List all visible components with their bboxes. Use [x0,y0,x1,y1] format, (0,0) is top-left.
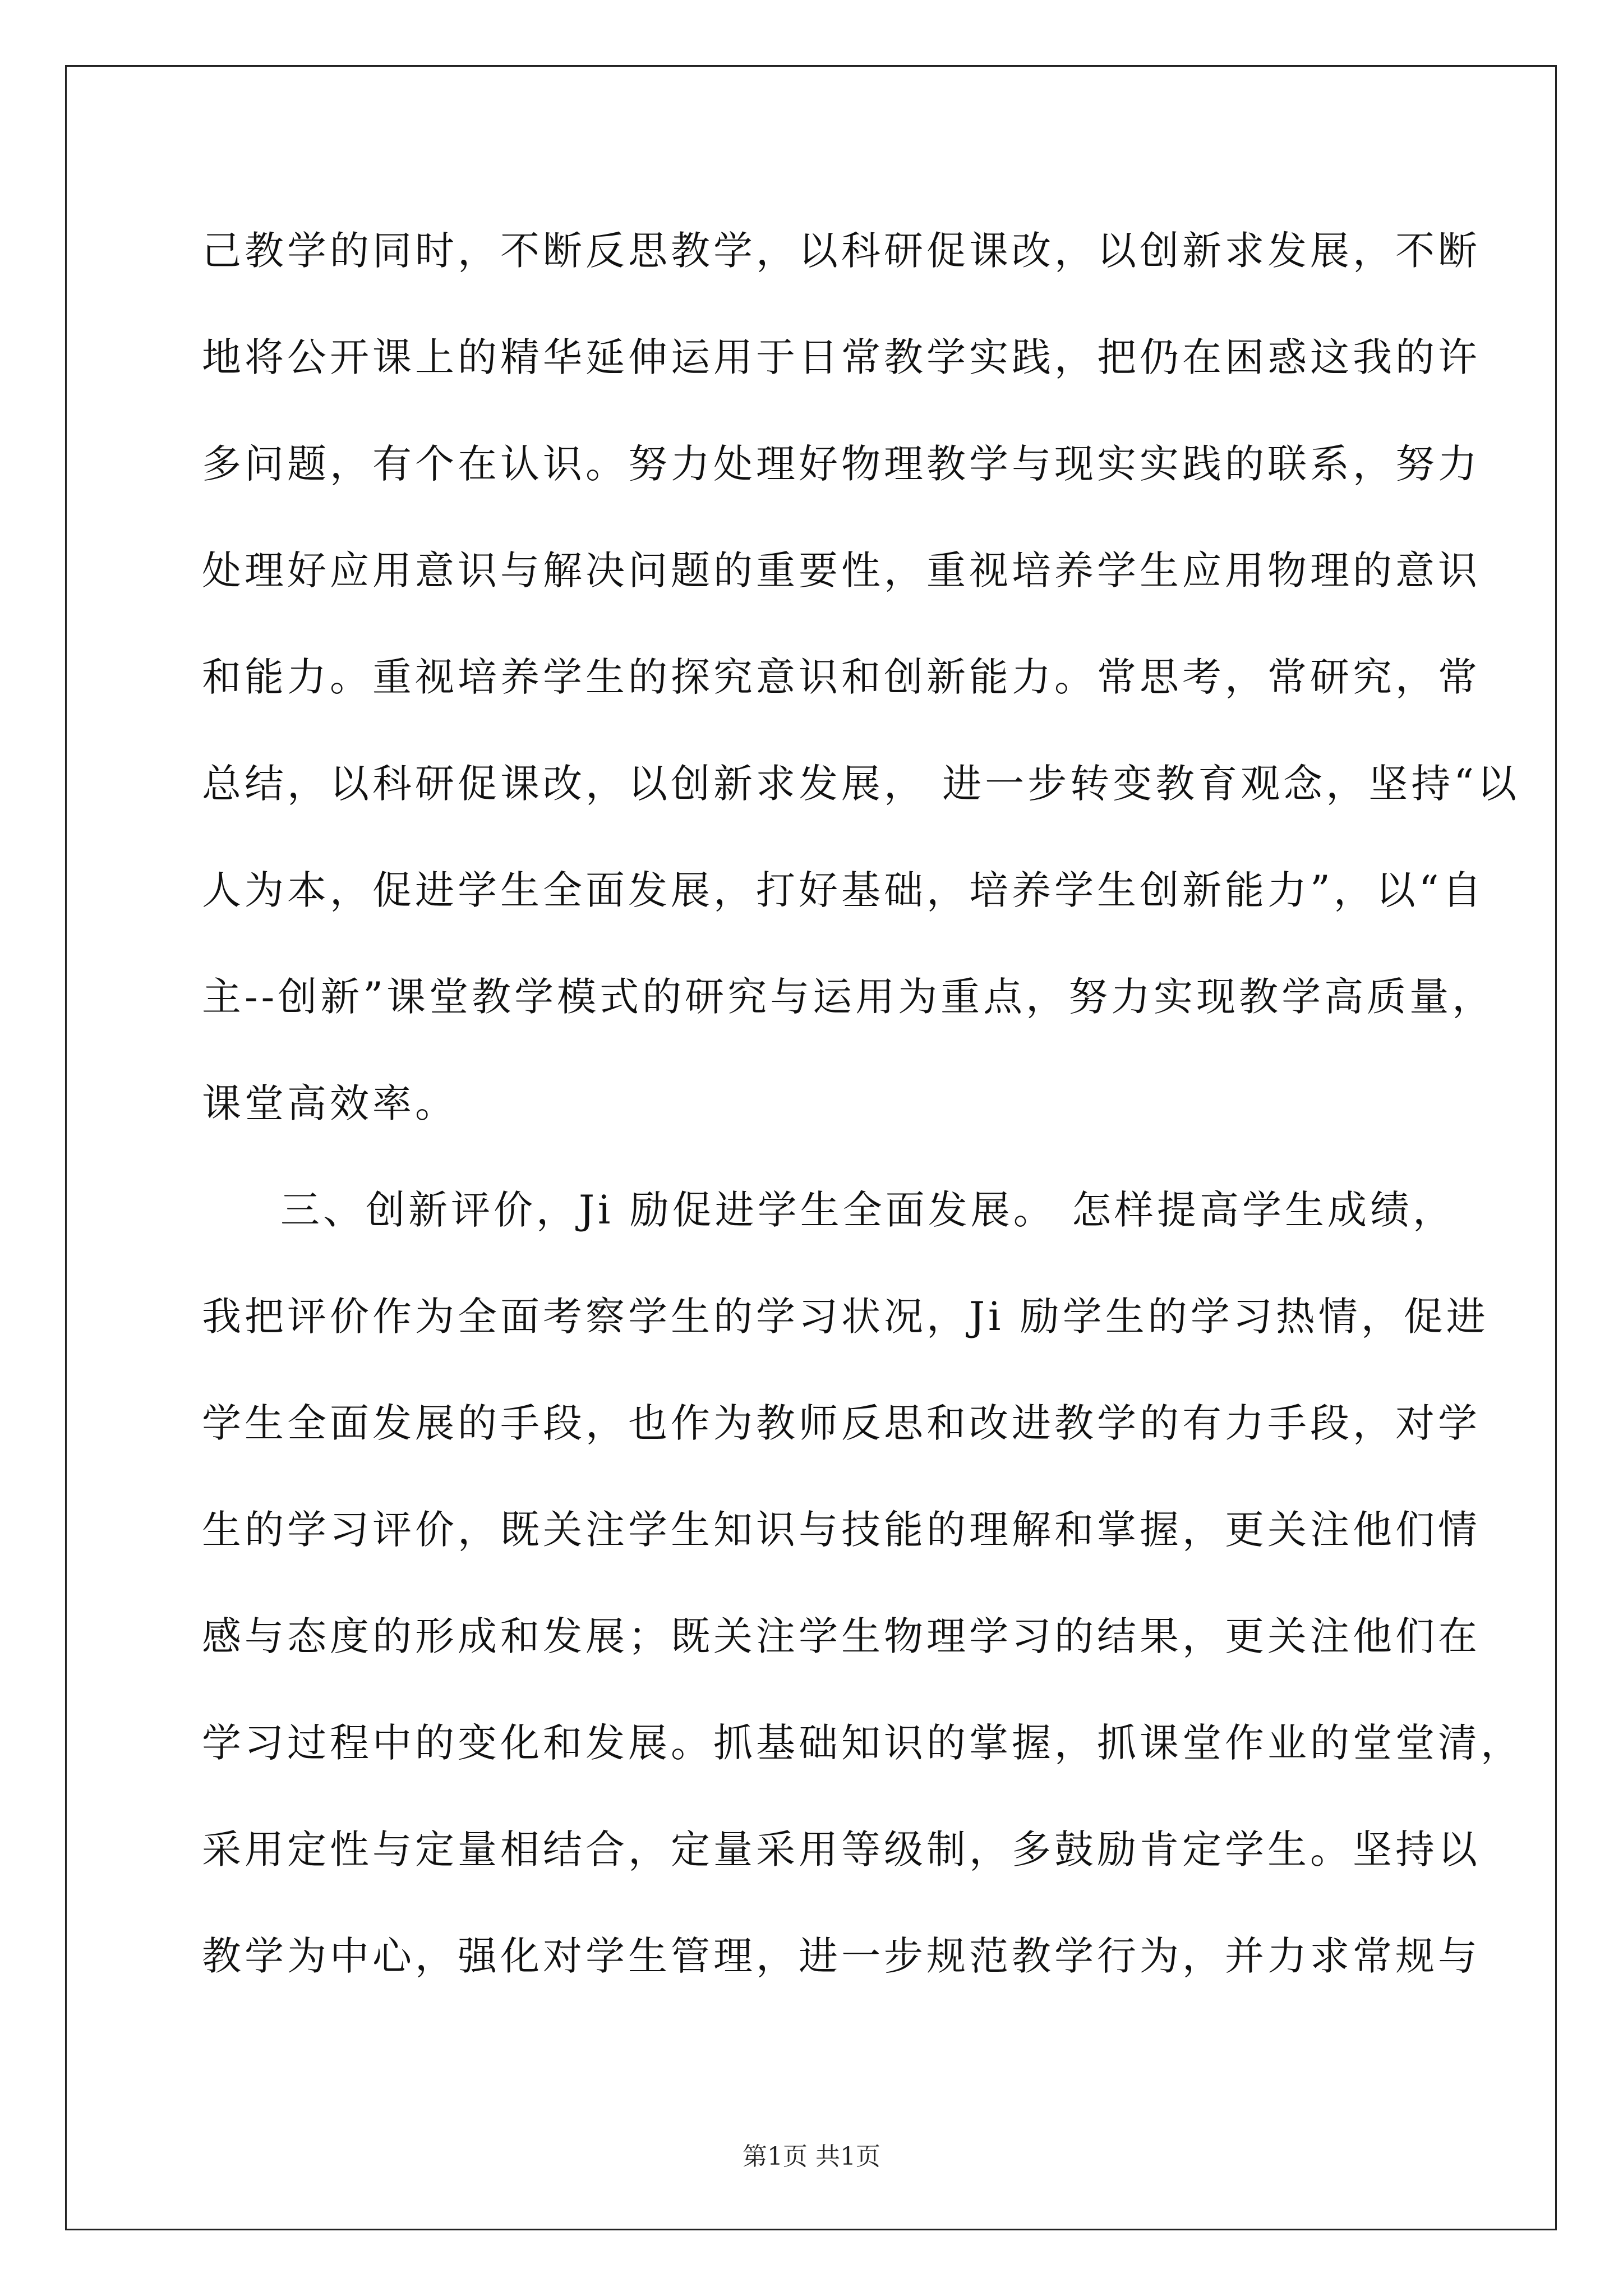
text-line: 感与态度的形成和发展；既关注学生物理学习的结果，更关注他们在 [202,1613,1481,1659]
text-line: 我把评价作为全面考察学生的学习状况，Ji 励学生的学习热情，促进 [202,1294,1489,1340]
page-footer: 第1页 共1页 [743,2142,880,2171]
text-line: 学生全面发展的手段，也作为教师反思和改进教学的有力手段，对学 [202,1400,1481,1446]
text-line: 多问题，有个在认识。努力处理好物理教学与现实实践的联系，努力 [202,441,1481,487]
text-line: 己教学的同时，不断反思教学，以科研促课改，以创新求发展，不断 [202,228,1481,274]
text-line: 采用定性与定量相结合，定量采用等级制，多鼓励肯定学生。坚持以 [202,1826,1481,1872]
text-line: 课堂高效率。 [202,1080,458,1126]
text-line: 总结，以科研促课改，以创新求发展， 进一步转变教育观念，坚持“以 [202,761,1520,807]
text-line: 生的学习评价，既关注学生知识与技能的理解和掌握，更关注他们情 [202,1507,1481,1553]
text-line: 学习过程中的变化和发展。抓基础知识的掌握，抓课堂作业的堂堂清， [202,1720,1523,1766]
text-line: 处理好应用意识与解决问题的重要性，重视培养学生应用物理的意识 [202,547,1481,593]
text-line: 和能力。重视培养学生的探究意识和创新能力。常思考，常研究，常 [202,654,1481,700]
text-line: 教学为中心，强化对学生管理，进一步规范教学行为，并力求常规与 [202,1933,1481,1979]
text-line: 人为本，促进学生全面发展，打好基础，培养学生创新能力”，以“自 [202,867,1485,913]
document-body [202,209,1523,2021]
section-heading-line: 三、创新评价，Ji 励促进学生全面发展。 怎样提高学生成绩， [280,1187,1455,1233]
text-line: 地将公开课上的精华延伸运用于日常教学实践，把仍在困惑这我的许 [202,334,1481,380]
text-line: 主--创新”课堂教学模式的研究与运用为重点，努力实现教学高质量， [202,974,1495,1020]
